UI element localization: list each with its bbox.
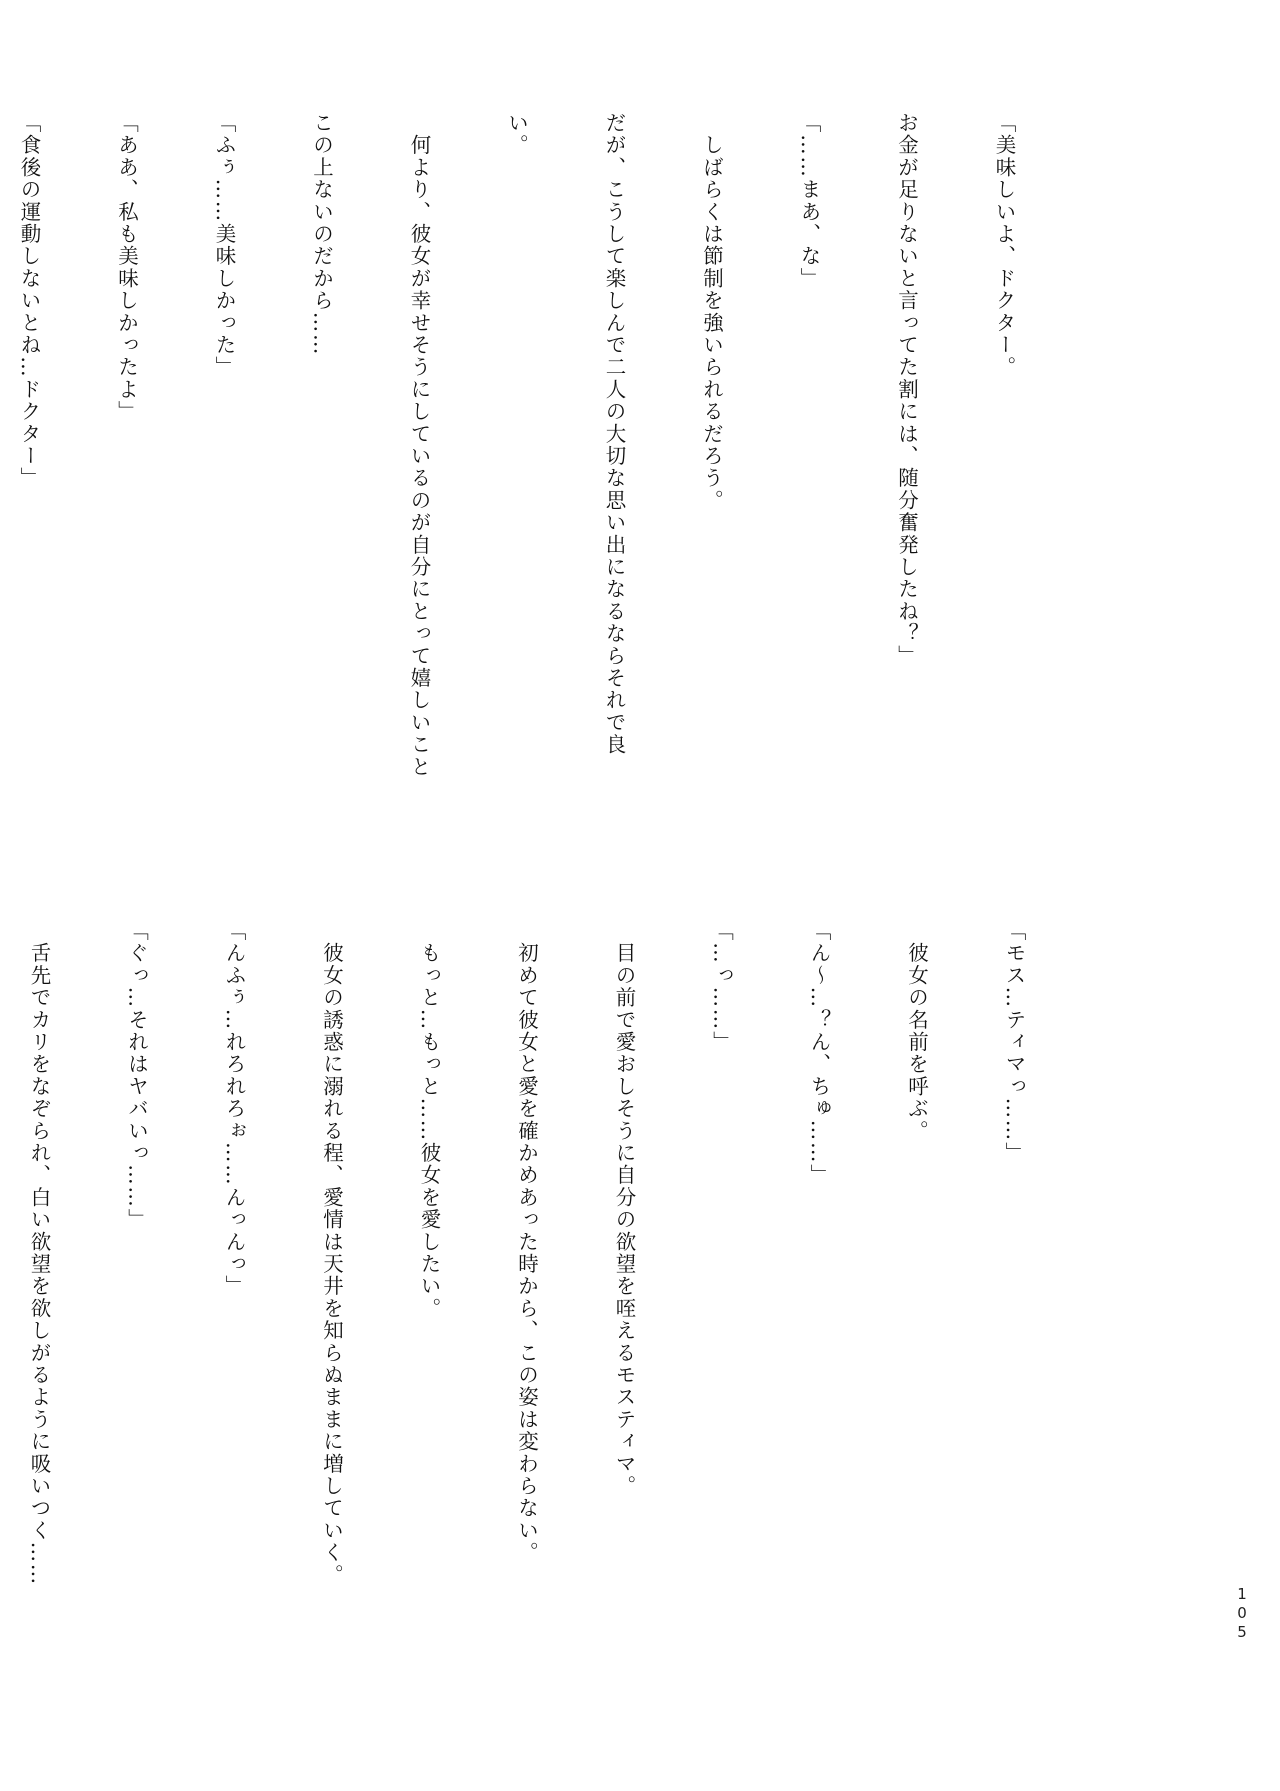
text-block-lower	[0, 920, 1095, 1700]
text-line: もっと…もっと……彼女を愛したい。	[417, 920, 441, 1320]
text-line: だが、こうして楽しんで二人の大切な思い出になるならそれで良	[602, 112, 626, 756]
text-line: 「…っ……」	[709, 920, 734, 1054]
text-line: 「モス…ティマっ……」	[1002, 920, 1026, 1165]
text-line: 「ん〜…？ん、ちゅ……」	[807, 920, 831, 1187]
text-line: 「ああ、私も美味しかったよ」	[114, 112, 139, 423]
text-block-upper	[0, 112, 1085, 902]
text-line: 彼女の誘惑に溺れる程、愛情は天井を知らぬままに増していく。	[319, 920, 344, 1586]
text-line: 「食後の運動しないとね…ドクター」	[17, 112, 41, 490]
text-line: しばらくは節制を強いられるだろう。	[699, 112, 724, 512]
text-line: この上ないのだから……	[309, 112, 334, 357]
text-line: 「……まあ、な」	[797, 112, 821, 290]
text-line: 「んふぅ…れろれろぉ……んっんっ」	[222, 920, 246, 1298]
text-line: い。	[504, 112, 529, 157]
text-line: 「ふぅ……美味しかった」	[212, 112, 236, 379]
text-line: 「ぐっ…それはヤバいっ……」	[124, 920, 149, 1231]
text-line: 「美味しいよ、ドクター。	[992, 112, 1016, 379]
text-line: 目の前で愛おしそうに自分の欲望を咥えるモスティマ。	[612, 920, 636, 1498]
page-number: 105	[1233, 1585, 1251, 1642]
text-line: 何より、彼女が幸せそうにしているのが自分にとって嬉しいこと	[407, 112, 431, 778]
text-line: お金が足りないと言ってた割には、随分奮発したね？」	[894, 112, 919, 667]
text-line: 彼女の名前を呼ぶ。	[904, 920, 929, 1142]
text-line: 舌先でカリをなぞられ、白い欲望を欲しがるように吸いつく……	[27, 920, 51, 1586]
text-line: 初めて彼女と愛を確かめあった時から、この姿は変わらない。	[514, 920, 539, 1564]
